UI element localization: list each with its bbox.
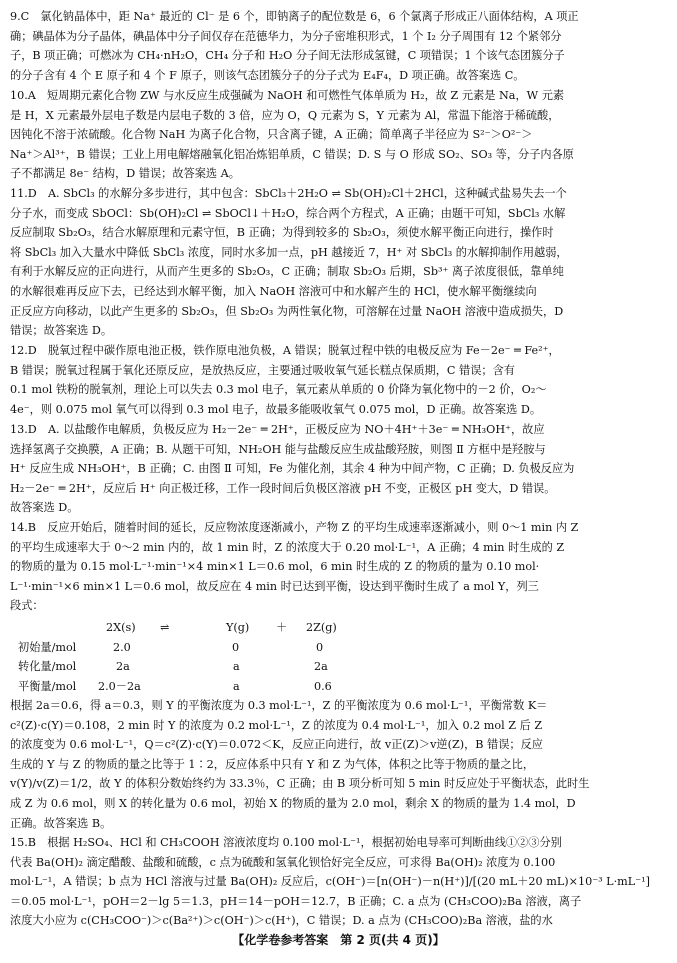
text-line: 15.B 根据 H₂SO₄、HCl 和 CH₃COOH 溶液浓度均 0.100 mol·L⁻¹，根据初始电导率可判断曲线①②③分别 xyxy=(10,836,562,849)
text-line: Na⁺＞Al³⁺，B 错误；工业上用电解熔融氧化铝冶炼铝单质，C 错误；D. S 与 O 形成 SO₂、SO₃ 等，分子内各原 xyxy=(10,147,574,161)
table-cell: a xyxy=(233,679,240,693)
text-line: 反应制取 Sb₂O₃，结合水解原理和元素守恒，B 正确；为得到较多的 Sb₂O₃，须使水解平衡正向进行，操作时 xyxy=(10,226,554,240)
text-line: 子不都满足 8e⁻ 结构，D 错误；故答案选 A。 xyxy=(10,167,240,181)
table-cell: a xyxy=(233,660,240,673)
table-cell: 平衡量/mol xyxy=(18,679,77,693)
answer-q13 xyxy=(10,420,666,518)
text-line: 成 Z 为 0.6 mol，则 X 的转化量为 0.6 mol，初始 X 的物质的量为 2.0 mol，剩余 X 的物质的量为 1.4 mol，D xyxy=(10,796,576,810)
text-line: 的水解很难再反应下去，已经达到水解平衡，加入 NaOH 溶液可中和水解产生的 HCl，使水解平衡继续向 xyxy=(10,284,537,298)
text-line: v(Y)/v(Z)＝1/2，故 Y 的体积分数始终约为 33.3％，C 正确；由 B 项分析可知 5 min 时反应处于平衡状态，此时生 xyxy=(10,777,590,791)
table-cell: 0.6 xyxy=(314,679,332,693)
text-line: 14.B 反应开始后，随着时间的延长，反应物浓度逐渐减小，产物 Z 的平均生成速率逐渐减小，则 0～1 min 内 Z xyxy=(10,521,579,534)
text-line: 代表 Ba(OH)₂ 滴定醋酸、盐酸和硫酸，c 点为硫酸和氢氧化钡恰好完全反应，可求得 Ba(OH)₂ 浓度为 0.100 xyxy=(10,855,556,869)
table-row xyxy=(18,638,398,658)
answer-q12 xyxy=(10,341,666,419)
table-cell: Y(g) xyxy=(226,621,250,634)
table-row xyxy=(18,677,398,697)
text-line: 根据 2a＝0.6，得 a＝0.3，则 Y 的平衡浓度为 0.3 mol·L⁻¹，Z 的平衡浓度为 0.6 mol·L⁻¹，平衡常数 K＝ xyxy=(10,699,548,712)
answer-q9 xyxy=(10,7,666,85)
text-line: 11.D A. SbCl₃ 的水解分多步进行，其中包含：SbCl₃＋2H₂O ⇌ Sb(OH)₂Cl＋2HCl，这种碱式盐易失去一个 xyxy=(10,187,567,200)
answer-q11 xyxy=(10,184,666,341)
text-line: 有利于水解反应的正向进行，从而产生更多的 Sb₂O₃，C 正确；制取 Sb₂O₃ 后期，Sb³⁺ 离子浓度很低，靠单纯 xyxy=(10,265,564,279)
answer-q14 xyxy=(10,518,666,616)
text-line: ＝0.05 mol·L⁻¹，pOH＝2－lg 5＝1.3，pH＝14－pOH＝12.7，B 正确；C. a 点为 (CH₃COO)₂Ba 溶液，离子 xyxy=(10,894,582,908)
table-cell: 2.0 xyxy=(113,640,131,654)
table-cell: 2Z(g) xyxy=(306,621,337,634)
text-line: 12.D 脱氧过程中碳作原电池正极，铁作原电池负极，A 错误；脱氧过程中铁的电极反应为 Fe－2e⁻ ═ Fe²⁺， xyxy=(10,344,560,357)
text-line: B 错误；脱氧过程属于氧化还原反应，是放热反应，主要通过吸收氧气延长糕点保质期，C 错误；含有 xyxy=(10,363,515,377)
text-line: H₂－2e⁻ ═ 2H⁺，反应后 H⁺ 向正极迁移，工作一段时间后负极区溶液 pH 不变，正极区 pH 变大，D 错误。 xyxy=(10,481,556,495)
text-line: 的分子含有 4 个 E 原子和 4 个 F 原子，则该气态团簇分子的分子式为 E₄F₄，D 项正确。故答案选 C。 xyxy=(10,68,525,82)
text-line: c²(Z)·c(Y)＝0.108，2 min 时 Y 的浓度为 0.2 mol·L⁻¹，Z 的浓度为 0.4 mol·L⁻¹，加入 0.2 mol Z 后 Z xyxy=(10,718,543,732)
page-footer: 【化学卷参考答案 第 2 页(共 4 页)】 xyxy=(232,933,445,947)
table-row xyxy=(18,657,398,677)
table-header-row xyxy=(18,618,398,638)
text-line: 段式： xyxy=(10,599,44,613)
text-line: 确；碘晶体为分子晶体，碘晶体中分子间仅存在范德华力，为分子密堆积形式，1 个 I₂ 分子周围有 12 个紧邻分 xyxy=(10,29,562,43)
text-line: 因钝化不溶于浓硫酸。化合物 NaH 为离子化合物，只含离子键，A 正确；简单离子半径应为 S²⁻＞O²⁻＞ xyxy=(10,128,533,142)
text-line: 分子水，而变成 SbOCl：Sb(OH)₂Cl ⇌ SbOCl↓＋H₂O，综合两个方程式，A 正确；由题干可知，SbCl₃ 水解 xyxy=(10,206,566,220)
text-line: mol·L⁻¹，A 错误；b 点为 HCl 溶液与过量 Ba(OH)₂ 反应后，c(OH⁻)＝[n(OH⁻)－n(H⁺)]/[(20 mL＋20 mL)×10⁻³ L·mL⁻¹] xyxy=(10,875,650,889)
table-cell: ⇌ xyxy=(160,621,170,634)
table-cell: 转化量/mol xyxy=(18,660,77,673)
text-line: 是 H，X 元素最外层电子数是内层电子数的 3 倍，应为 O，Q 元素为 S，Y 元素为 Al，常温下能溶于稀硫酸， xyxy=(10,108,560,122)
table-cell: 2X(s) xyxy=(106,621,136,634)
table-cell: 2a xyxy=(116,660,130,673)
text-line: 10.A 短周期元素化合物 ZW 与水反应生成强碱为 NaOH 和可燃性气体单质为 H₂，故 Z 元素是 Na，W 元素 xyxy=(10,89,565,102)
table-cell: 2.0－2a xyxy=(98,679,141,693)
text-line: L⁻¹·min⁻¹×6 min×1 L＝0.6 mol，故反应在 4 min 时已达到平衡，设达到平衡时生成了 a mol Y，列三 xyxy=(10,579,539,593)
text-line: 生成的 Y 与 Z 的物质的量之比等于 1∶2，反应体系中只有 Y 和 Z 为气体，体积之比等于物质的量之比， xyxy=(10,757,535,771)
answer-q15 xyxy=(10,833,666,931)
text-line: 0.1 mol 铁粉的脱氧剂，理论上可以失去 0.3 mol 电子，氧元素从单质的 0 价降为氧化物中的－2 价，O₂～ xyxy=(10,383,547,397)
text-line: 4e⁻，则 0.075 mol 氧气可以得到 0.3 mol 电子，故最多能吸收氧气 0.075 mol，D 正确。故答案选 D。 xyxy=(10,402,542,416)
table-cell: 0 xyxy=(316,640,324,654)
text-line: 浓度大小应为 c(CH₃COO⁻)＞c(Ba²⁺)＞c(OH⁻)＞c(H⁺)，C 错误；D. a 点为 (CH₃COO)₂Ba 溶液，盐的水 xyxy=(10,914,553,928)
text-line: 9.C 氯化钠晶体中，距 Na⁺ 最近的 Cl⁻ 是 6 个，即钠离子的配位数是 6，6 个氯离子形成正八面体结构，A 项正 xyxy=(10,10,579,23)
table-cell: ＋ xyxy=(276,621,288,634)
text-line: 的物质的量为 0.15 mol·L⁻¹·min⁻¹×4 min×1 L＝0.6 mol，6 min 时生成的 Z 的物质的量为 0.10 mol· xyxy=(10,560,540,574)
text-line: 正确。故答案选 B。 xyxy=(10,816,112,830)
text-line: 故答案选 D。 xyxy=(10,501,79,515)
text-line: 错误；故答案选 D。 xyxy=(10,324,113,338)
table-cell: 2a xyxy=(314,660,328,673)
three-stage-table xyxy=(18,618,398,696)
table-cell: 初始量/mol xyxy=(18,640,77,654)
text-line: 13.D A. 以盐酸作电解质，负极反应为 H₂－2e⁻ ═ 2H⁺，正极反应为 NO＋4H⁺＋3e⁻ ═ NH₃OH⁺，故应 xyxy=(10,423,545,436)
text-line: 的平均生成速率大于 0～2 min 内的，故 1 min 时，Z 的浓度大于 0.20 mol·L⁻¹，A 正确；4 min 时生成的 Z xyxy=(10,540,565,554)
answer-q10 xyxy=(10,86,666,184)
text-line: 将 SbCl₃ 加入大量水中降低 SbCl₃ 浓度，同时水多加一点，pH 越接近 7，H⁺ 对 SbCl₃ 的水解抑制作用越弱， xyxy=(10,245,568,259)
text-line: 的浓度变为 0.6 mol·L⁻¹，Q＝c²(Z)·c(Y)＝0.072＜K，反应正向进行，故 v正(Z)＞v逆(Z)，B 错误；反应 xyxy=(10,738,543,752)
text-line: 正反应方向移动，以此产生更多的 Sb₂O₃，但 Sb₂O₃ 为两性氧化物，可溶解在过量 NaOH 溶液中造成损失，D xyxy=(10,304,564,318)
text-line: H⁺ 反应生成 NH₃OH⁺，B 正确；C. 由图 Ⅱ 可知，Fe 为催化剂，其余 4 种为中间产物，C 正确；D. 负极反应为 xyxy=(10,462,575,476)
text-line: 选择氢离子交换膜，A 正确；B. 从题干可知，NH₂OH 能与盐酸反应生成盐酸羟胺，则图 Ⅱ 方框中是羟胺与 xyxy=(10,442,546,456)
text-line: 子，B 项正确；可燃冰为 CH₄·nH₂O，CH₄ 分子和 H₂O 分子间无法形成氢键，C 项错误；1 个该气态团簇分子 xyxy=(10,49,565,63)
answer-q14-continued xyxy=(10,696,666,833)
table-cell: 0 xyxy=(232,640,240,654)
